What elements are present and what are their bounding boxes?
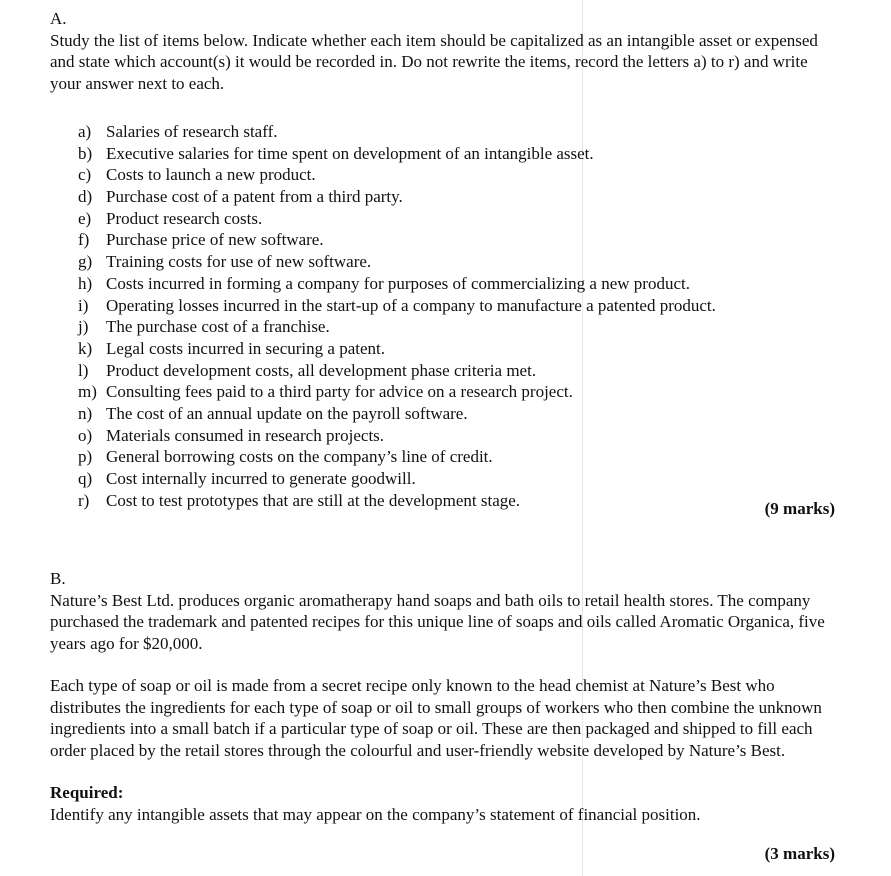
item-letter: o) <box>78 425 93 445</box>
item-text: Product research costs. <box>106 208 263 228</box>
list-item <box>78 251 838 273</box>
item-letter: j) <box>78 317 89 337</box>
section-b-paragraph-2: Each type of soap or oil is made from a secret recipe only known to the head chemist at Nature’s Best who distributes the ingredients for each type of soap or oil to small groups of workers who then combine the unknown ingredients into a small batch if a particular type of soap or oil. These are then packaged and shipped to fill each order placed by the retail stores through the colourful and user-friendly website developed by Nature’s Best. <box>50 676 822 760</box>
item-text: Operating losses incurred in the start-up of a company to manufacture a patented product. <box>106 295 716 315</box>
list-item <box>78 229 838 251</box>
section-a-heading: A. <box>50 9 67 28</box>
item-list <box>78 121 838 511</box>
item-letter: n) <box>78 403 93 423</box>
item-text: Cost to test prototypes that are still at the development stage. <box>106 490 521 510</box>
paragraph-gap <box>50 761 840 782</box>
item-text: Purchase cost of a patent from a third party. <box>106 187 403 207</box>
section-a-marks: (9 marks) <box>764 499 835 518</box>
item-letter: h) <box>78 273 93 293</box>
item-text: Costs incurred in forming a company for purposes of commercializing a new product. <box>106 273 690 293</box>
list-item <box>78 186 838 208</box>
list-item <box>78 208 838 230</box>
list-item <box>78 316 838 338</box>
required-text: Identify any intangible assets that may appear on the company’s statement of financial position. <box>50 804 701 824</box>
list-item <box>78 143 838 165</box>
item-letter: g) <box>78 252 93 272</box>
item-letter: i) <box>78 295 89 315</box>
list-item <box>78 403 838 425</box>
item-text: The purchase cost of a franchise. <box>106 317 330 337</box>
list-item <box>78 490 838 512</box>
item-text: Legal costs incurred in securing a patent. <box>106 338 385 358</box>
list-item <box>78 121 838 143</box>
item-letter: a) <box>78 122 92 141</box>
list-item <box>78 381 838 403</box>
item-letter: q) <box>78 469 93 488</box>
item-letter: k) <box>78 338 93 358</box>
item-letter: e) <box>78 208 92 228</box>
item-letter: l) <box>78 360 89 380</box>
item-text: Executive salaries for time spent on development of an intangible asset. <box>106 143 594 163</box>
list-item <box>78 164 838 186</box>
item-letter: m) <box>78 382 97 402</box>
section-a <box>50 8 840 94</box>
item-text: Materials consumed in research projects. <box>106 425 385 445</box>
list-item <box>78 338 838 360</box>
list-item <box>78 360 838 382</box>
item-letter: r) <box>78 490 90 510</box>
list-item <box>78 295 838 317</box>
paragraph-gap <box>50 654 840 675</box>
list-item <box>78 446 838 468</box>
item-letter: b) <box>78 143 93 163</box>
section-b-marks: (3 marks) <box>764 844 835 863</box>
item-letter: p) <box>78 447 93 467</box>
section-b <box>50 568 840 825</box>
item-text: The cost of an annual update on the payroll software. <box>106 403 468 423</box>
item-text: Costs to launch a new product. <box>106 165 316 185</box>
list-item <box>78 273 838 295</box>
list-item <box>78 425 838 447</box>
item-text: Purchase price of new software. <box>106 230 324 250</box>
item-text: Consulting fees paid to a third party for advice on a research project. <box>106 382 573 402</box>
list-item <box>78 468 838 490</box>
item-letter: f) <box>78 230 90 250</box>
item-text: Cost internally incurred to generate goodwill. <box>106 469 416 488</box>
item-text: General borrowing costs on the company’s line of credit. <box>106 447 493 467</box>
section-b-heading: B. <box>50 569 66 588</box>
section-b-paragraph-1: Nature’s Best Ltd. produces organic aromatherapy hand soaps and bath oils to retail health stores. The company purchased the trademark and patented recipes for this unique line of soaps and oils called Aromatic Organica, five years ago for $20,000. <box>50 590 825 653</box>
item-text: Product development costs, all development phase criteria met. <box>106 360 537 380</box>
item-letter: c) <box>78 165 92 185</box>
required-heading: Required: <box>50 783 124 802</box>
item-letter: d) <box>78 187 93 207</box>
item-text: Training costs for use of new software. <box>106 252 372 272</box>
item-text: Salaries of research staff. <box>106 122 278 141</box>
section-a-instructions: Study the list of items below. Indicate whether each item should be capitalized as an intangible asset or expensed and state which account(s) it would be recorded in. Do not rewrite the items, record the letters a) to r) and write your answer next to each. <box>50 30 818 93</box>
